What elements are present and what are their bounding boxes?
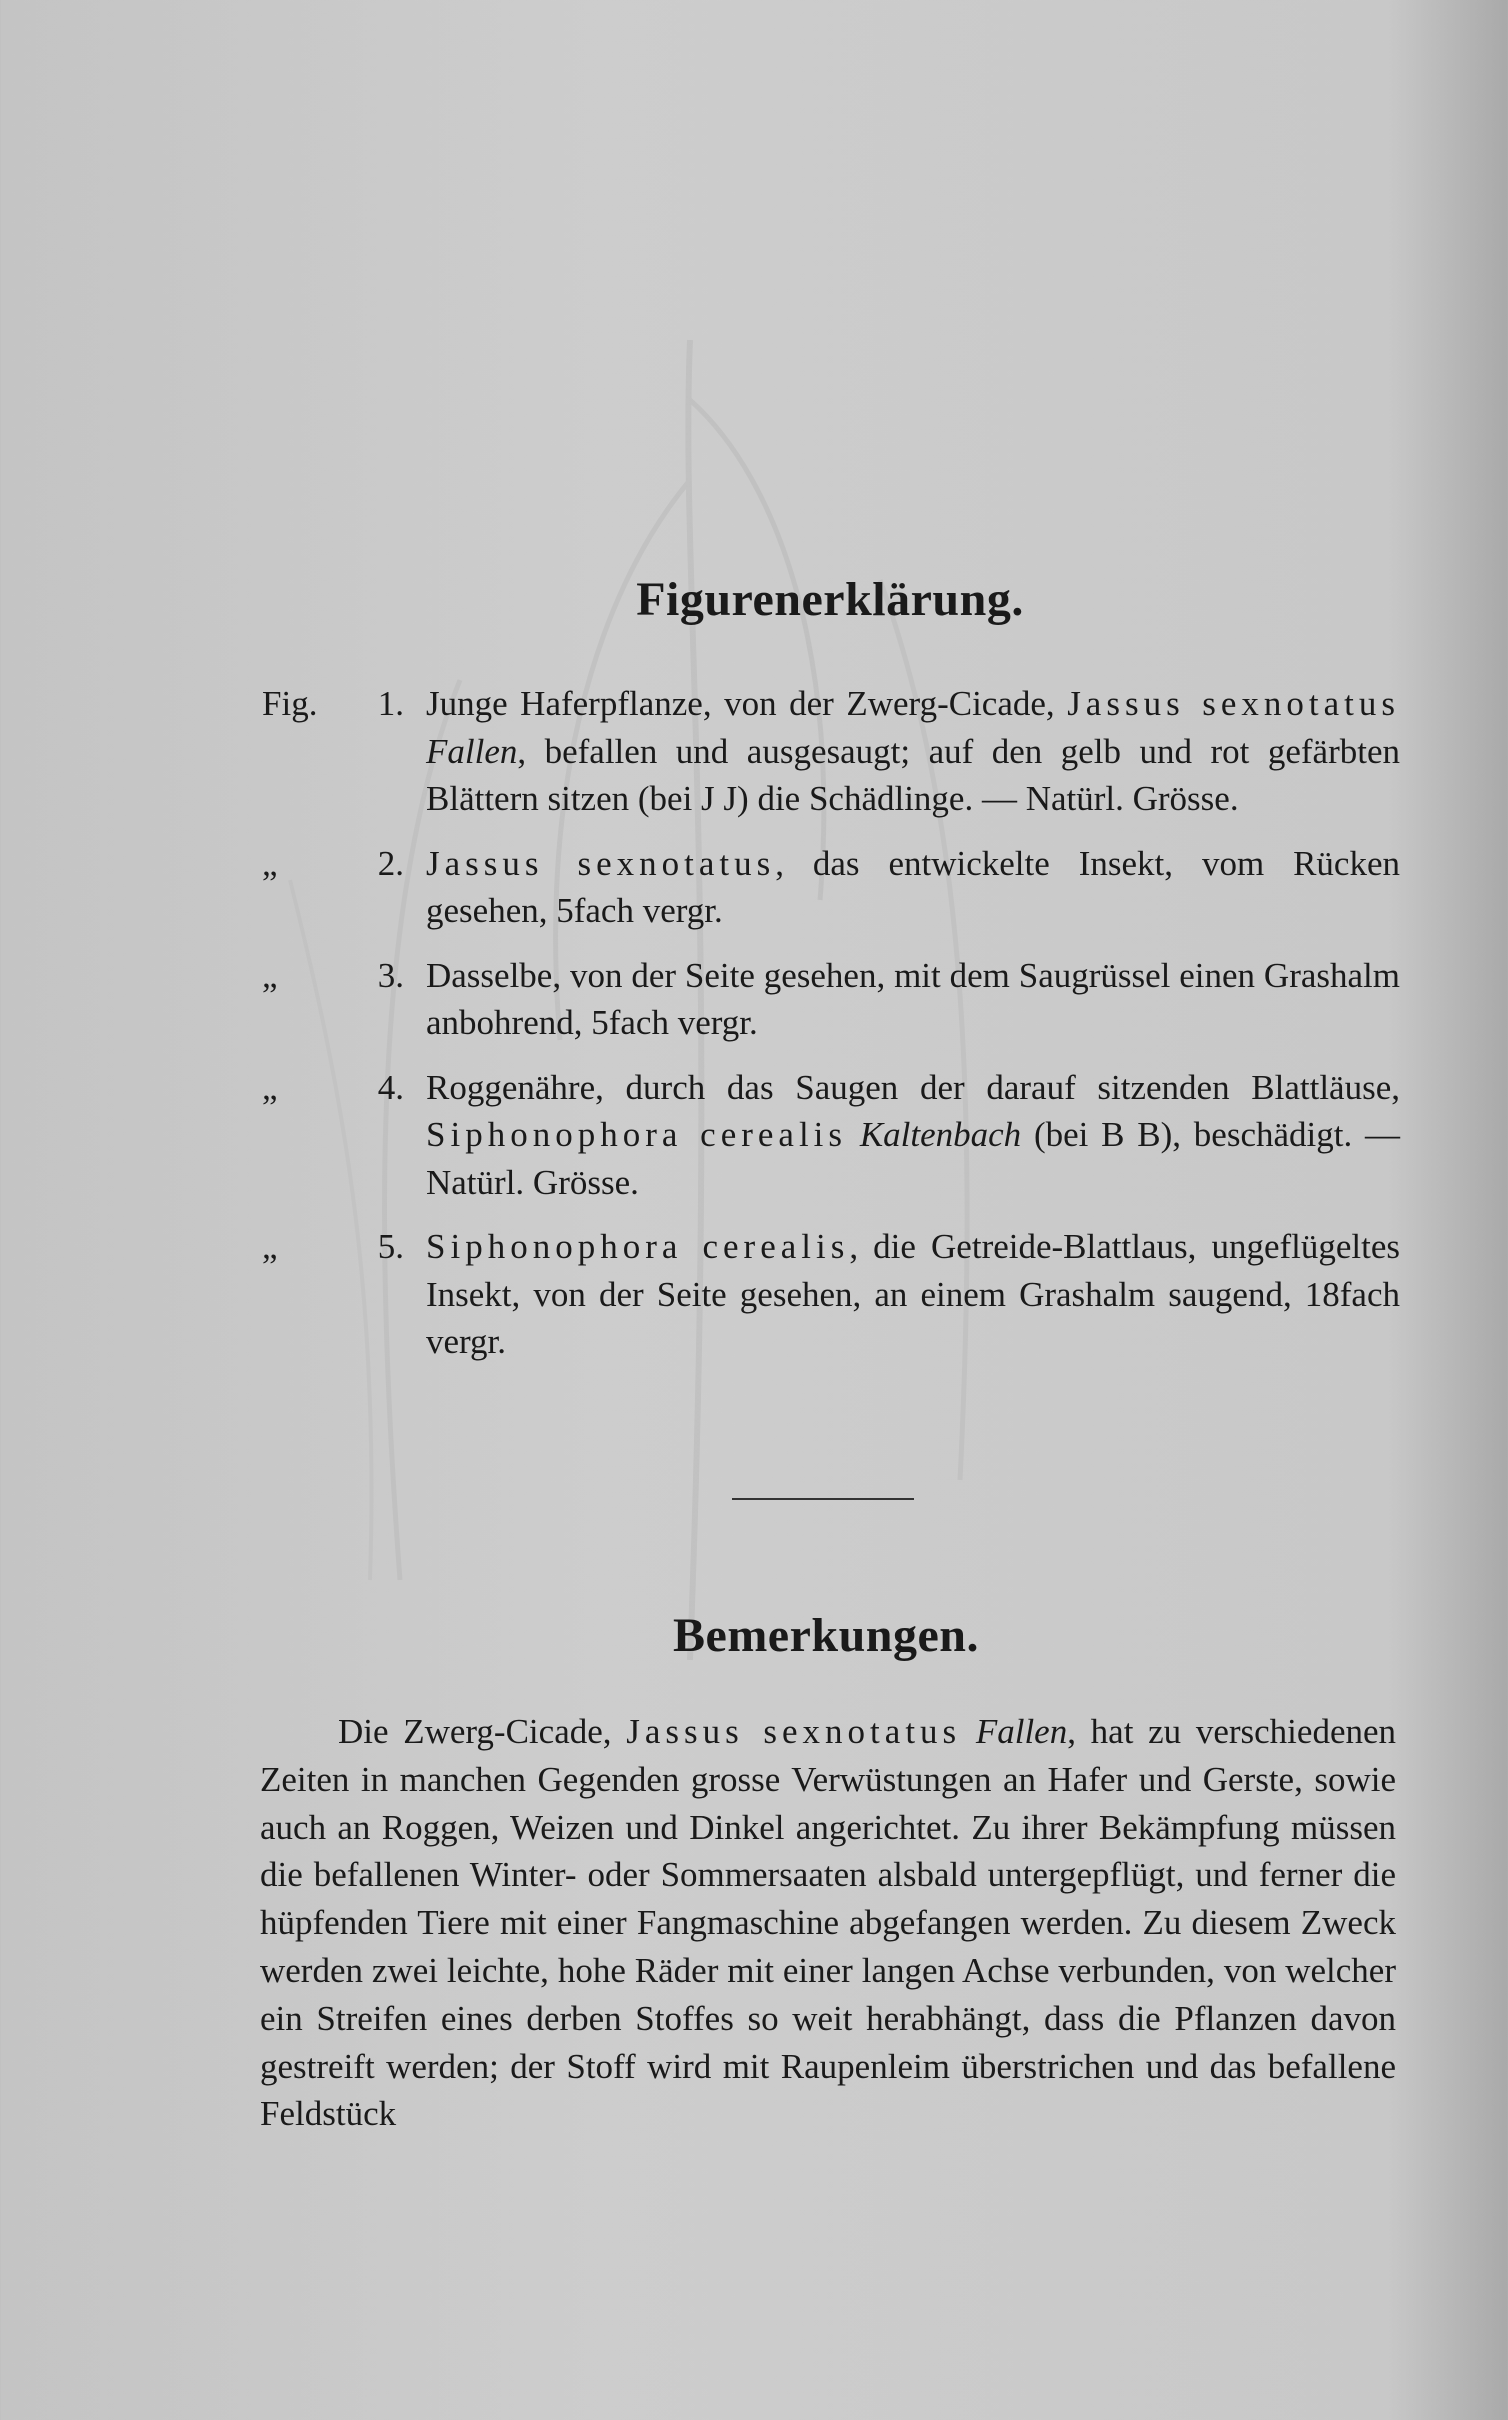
author-name: Fallen (975, 1712, 1068, 1751)
text-run: , befallen und ausgesaugt; auf den gelb und rot gefärbten Blättern sitzen (bei J J) die Schädlinge. — Natürl. Grösse. (426, 731, 1400, 818)
text-run: Die Zwerg-Cicade, (338, 1712, 627, 1751)
figure-entry (262, 680, 1400, 823)
remarks-paragraph (260, 1708, 1396, 2138)
text-run: Junge Haferpflanze, von der Zwerg-Cicade, (426, 684, 1068, 723)
figure-description (426, 840, 1400, 935)
remarks-heading: Bemerkungen. (673, 1609, 979, 1662)
figure-entry (262, 1223, 1400, 1366)
text-run: Roggenähre, durch das Saugen der darauf sitzenden Blattläuse, (426, 1067, 1400, 1107)
figure-prefix: „ (262, 955, 278, 995)
figure-prefix: „ (262, 1227, 278, 1266)
figure-entry (262, 952, 1400, 1047)
figure-explanation-heading: Figurenerklärung. (636, 573, 1024, 626)
figure-prefix: „ (262, 1067, 278, 1107)
figure-description (426, 952, 1400, 1047)
figure-entry (262, 1064, 1400, 1207)
species-name: Siphonophora cerealis (426, 1115, 848, 1154)
author-name: Kaltenbach (859, 1115, 1022, 1154)
text-run: Dasselbe, von der Seite gesehen, mit dem Saugrüssel einen Grashalm anbohrend, 5fach vergr. (426, 955, 1400, 1042)
figure-number: 3. (377, 955, 404, 995)
figure-list (262, 680, 1400, 1383)
figure-prefix: Fig. (262, 684, 318, 723)
text-run: , die Getreide-Blattlaus, ungeflügeltes Insekt, von der Seite gesehen, an einem Grashalm saugend, 18fach vergr. (426, 1227, 1400, 1361)
species-name: Jassus sexnotatus (1067, 684, 1400, 723)
figure-description (426, 1223, 1400, 1366)
figure-number: 1. (377, 684, 404, 723)
figure-prefix: „ (262, 843, 278, 883)
figure-description (426, 1064, 1400, 1207)
text-run: , hat zu verschiedenen Zeiten in manchen Gegenden grosse Verwüstungen an Hafer und Gerste, sowie auch an Roggen, Weizen und Dinkel angerichtet. Zu ihrer Bekämpfung müssen die befallenen Winter- oder Sommersaaten alsbald untergepflügt, und ferner die hüpfenden Tiere mit einer Fangmaschine abgefangen werden. Zu diesem Zweck werden zwei leichte, hohe Räder mit einer langen Achse verbunden, von welcher ein Streifen eines derben Stoffes so weit herabhängt, dass die Pflanzen davon gestreift werden; der Stoff wird mit Raupenleim überstrichen und das befallene Feldstück (260, 1712, 1397, 2134)
species-name: Siphonophora cerealis (426, 1227, 850, 1266)
figure-number: 4. (377, 1067, 404, 1107)
species-name: Jassus sexnotatus (626, 1712, 962, 1751)
author-name: Fallen (426, 731, 518, 771)
figure-number: 2. (377, 843, 404, 883)
figure-number: 5. (377, 1227, 404, 1266)
text-run: , das entwickelte Insekt, vom Rücken gesehen, 5fach vergr. (426, 843, 1401, 930)
remarks-text (260, 1708, 1396, 2138)
text-run (961, 1712, 976, 1751)
text-run: (bei B B), beschädigt. — Natürl. Grösse. (426, 1115, 1401, 1202)
section-divider (732, 1498, 914, 1500)
species-name: Jassus sexnotatus (426, 843, 776, 883)
text-run (847, 1115, 860, 1154)
figure-entry (262, 840, 1400, 935)
figure-description (426, 680, 1400, 823)
